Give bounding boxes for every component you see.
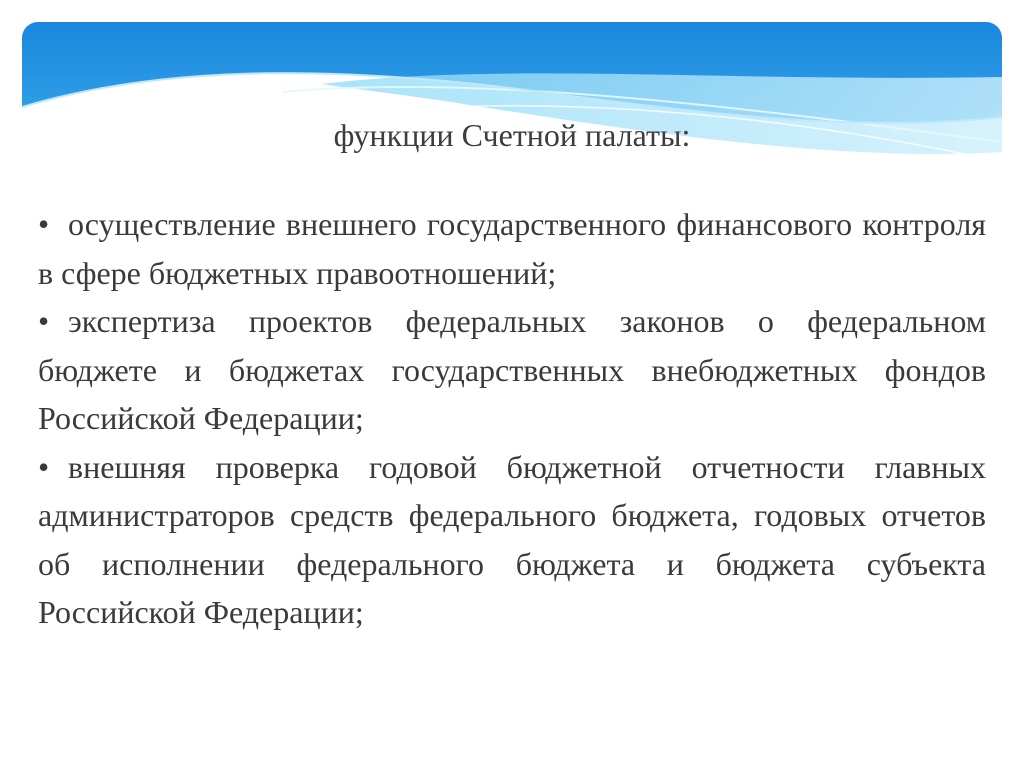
list-item-text: экспертиза проектов федеральных законов о федеральном бюджете и бюджетах государственных внебюджетных фондов Российской Федерации;: [38, 303, 986, 436]
bullet-icon: •: [38, 448, 50, 485]
list-item: [38, 297, 986, 443]
slide-title: функции Счетной палаты:: [333, 117, 691, 153]
list-item: [38, 443, 986, 637]
list-item-text: осуществление внешнего государственного финансового контроля в сфере бюджетных правоотношений;: [38, 206, 986, 291]
wave-graphic: [22, 22, 1002, 182]
bullet-icon: •: [38, 303, 50, 339]
header-wave-banner: [22, 22, 1002, 182]
list-item-text: внешняя проверка годовой бюджетной отчетности главных администраторов средств федерального бюджета, годовых отчетов об исполнении федерального бюджета и бюджета субъекта Российской Федерации;: [38, 448, 986, 630]
bullet-list: [38, 200, 986, 637]
bullet-icon: •: [38, 206, 50, 242]
list-item: [38, 200, 986, 297]
